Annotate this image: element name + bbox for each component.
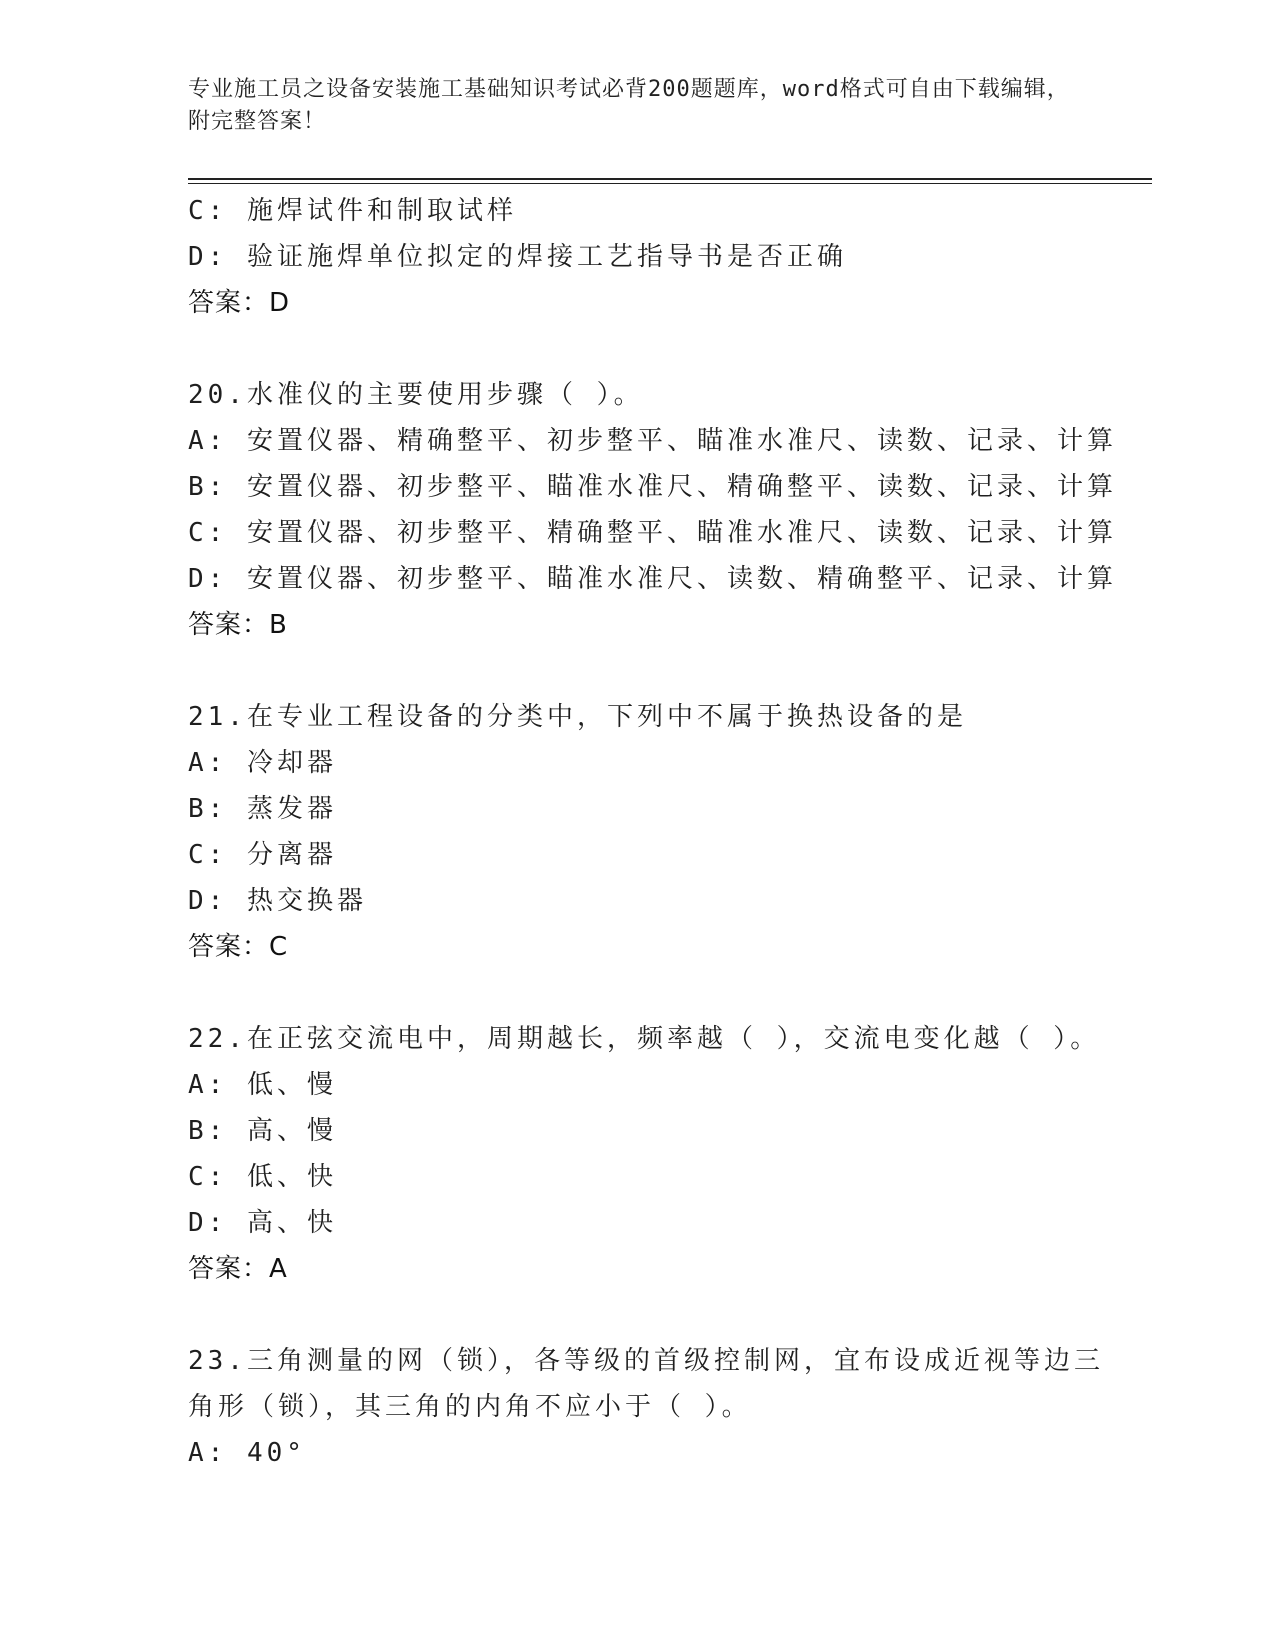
q20-answer: 答案：B: [188, 610, 288, 640]
q20-option-c: C: 安置仪器、初步整平、精确整平、瞄准水准尺、读数、记录、计算: [188, 518, 1117, 548]
spacer: [188, 326, 1168, 372]
header-rule-thin: [188, 183, 1152, 184]
q19-answer: 答案：D: [188, 288, 291, 318]
spacer: [188, 1292, 1168, 1338]
spacer: [188, 648, 1168, 694]
q23-option-a: A: 40°: [188, 1438, 306, 1468]
spacer: [188, 970, 1168, 1016]
document-header: 专业施工员之设备安装施工基础知识考试必背200题题库，word格式可自由下载编辑，附完整答案！: [188, 77, 1070, 134]
q22-option-b: B: 高、慢: [188, 1116, 337, 1146]
q21-answer: 答案：C: [188, 932, 289, 962]
q21-option-a: A: 冷却器: [188, 748, 337, 778]
q21-stem: 21.在专业工程设备的分类中，下列中不属于换热设备的是: [188, 702, 967, 732]
q19-option-c: C: 施焊试件和制取试样: [188, 196, 517, 226]
q22-option-a: A: 低、慢: [188, 1070, 337, 1100]
header-rule-thick: [188, 178, 1152, 180]
q22-option-d: D: 高、快: [188, 1208, 337, 1238]
q23-stem-line-2: 角形（锁），其三角的内角不应小于（ ）。: [188, 1392, 752, 1422]
q22-option-c: C: 低、快: [188, 1162, 337, 1192]
q22-answer: 答案：A: [188, 1254, 288, 1284]
question-list: [188, 188, 1168, 1476]
q20-option-a: A: 安置仪器、精确整平、初步整平、瞄准水准尺、读数、记录、计算: [188, 426, 1117, 456]
q21-option-c: C: 分离器: [188, 840, 337, 870]
q21-option-b: B: 蒸发器: [188, 794, 337, 824]
q20-option-b: B: 安置仪器、初步整平、瞄准水准尺、精确整平、读数、记录、计算: [188, 472, 1117, 502]
q22-stem: 22.在正弦交流电中，周期越长，频率越（ ），交流电变化越（ ）。: [188, 1024, 1101, 1054]
q19-option-d: D: 验证施焊单位拟定的焊接工艺指导书是否正确: [188, 242, 847, 272]
q23-stem-line-1: 23.三角测量的网（锁），各等级的首级控制网，宜布设成近视等边三: [188, 1346, 1104, 1376]
q20-stem: 20.水准仪的主要使用步骤（ ）。: [188, 380, 644, 410]
q20-option-d: D: 安置仪器、初步整平、瞄准水准尺、读数、精确整平、记录、计算: [188, 564, 1117, 594]
q21-option-d: D: 热交换器: [188, 886, 367, 916]
